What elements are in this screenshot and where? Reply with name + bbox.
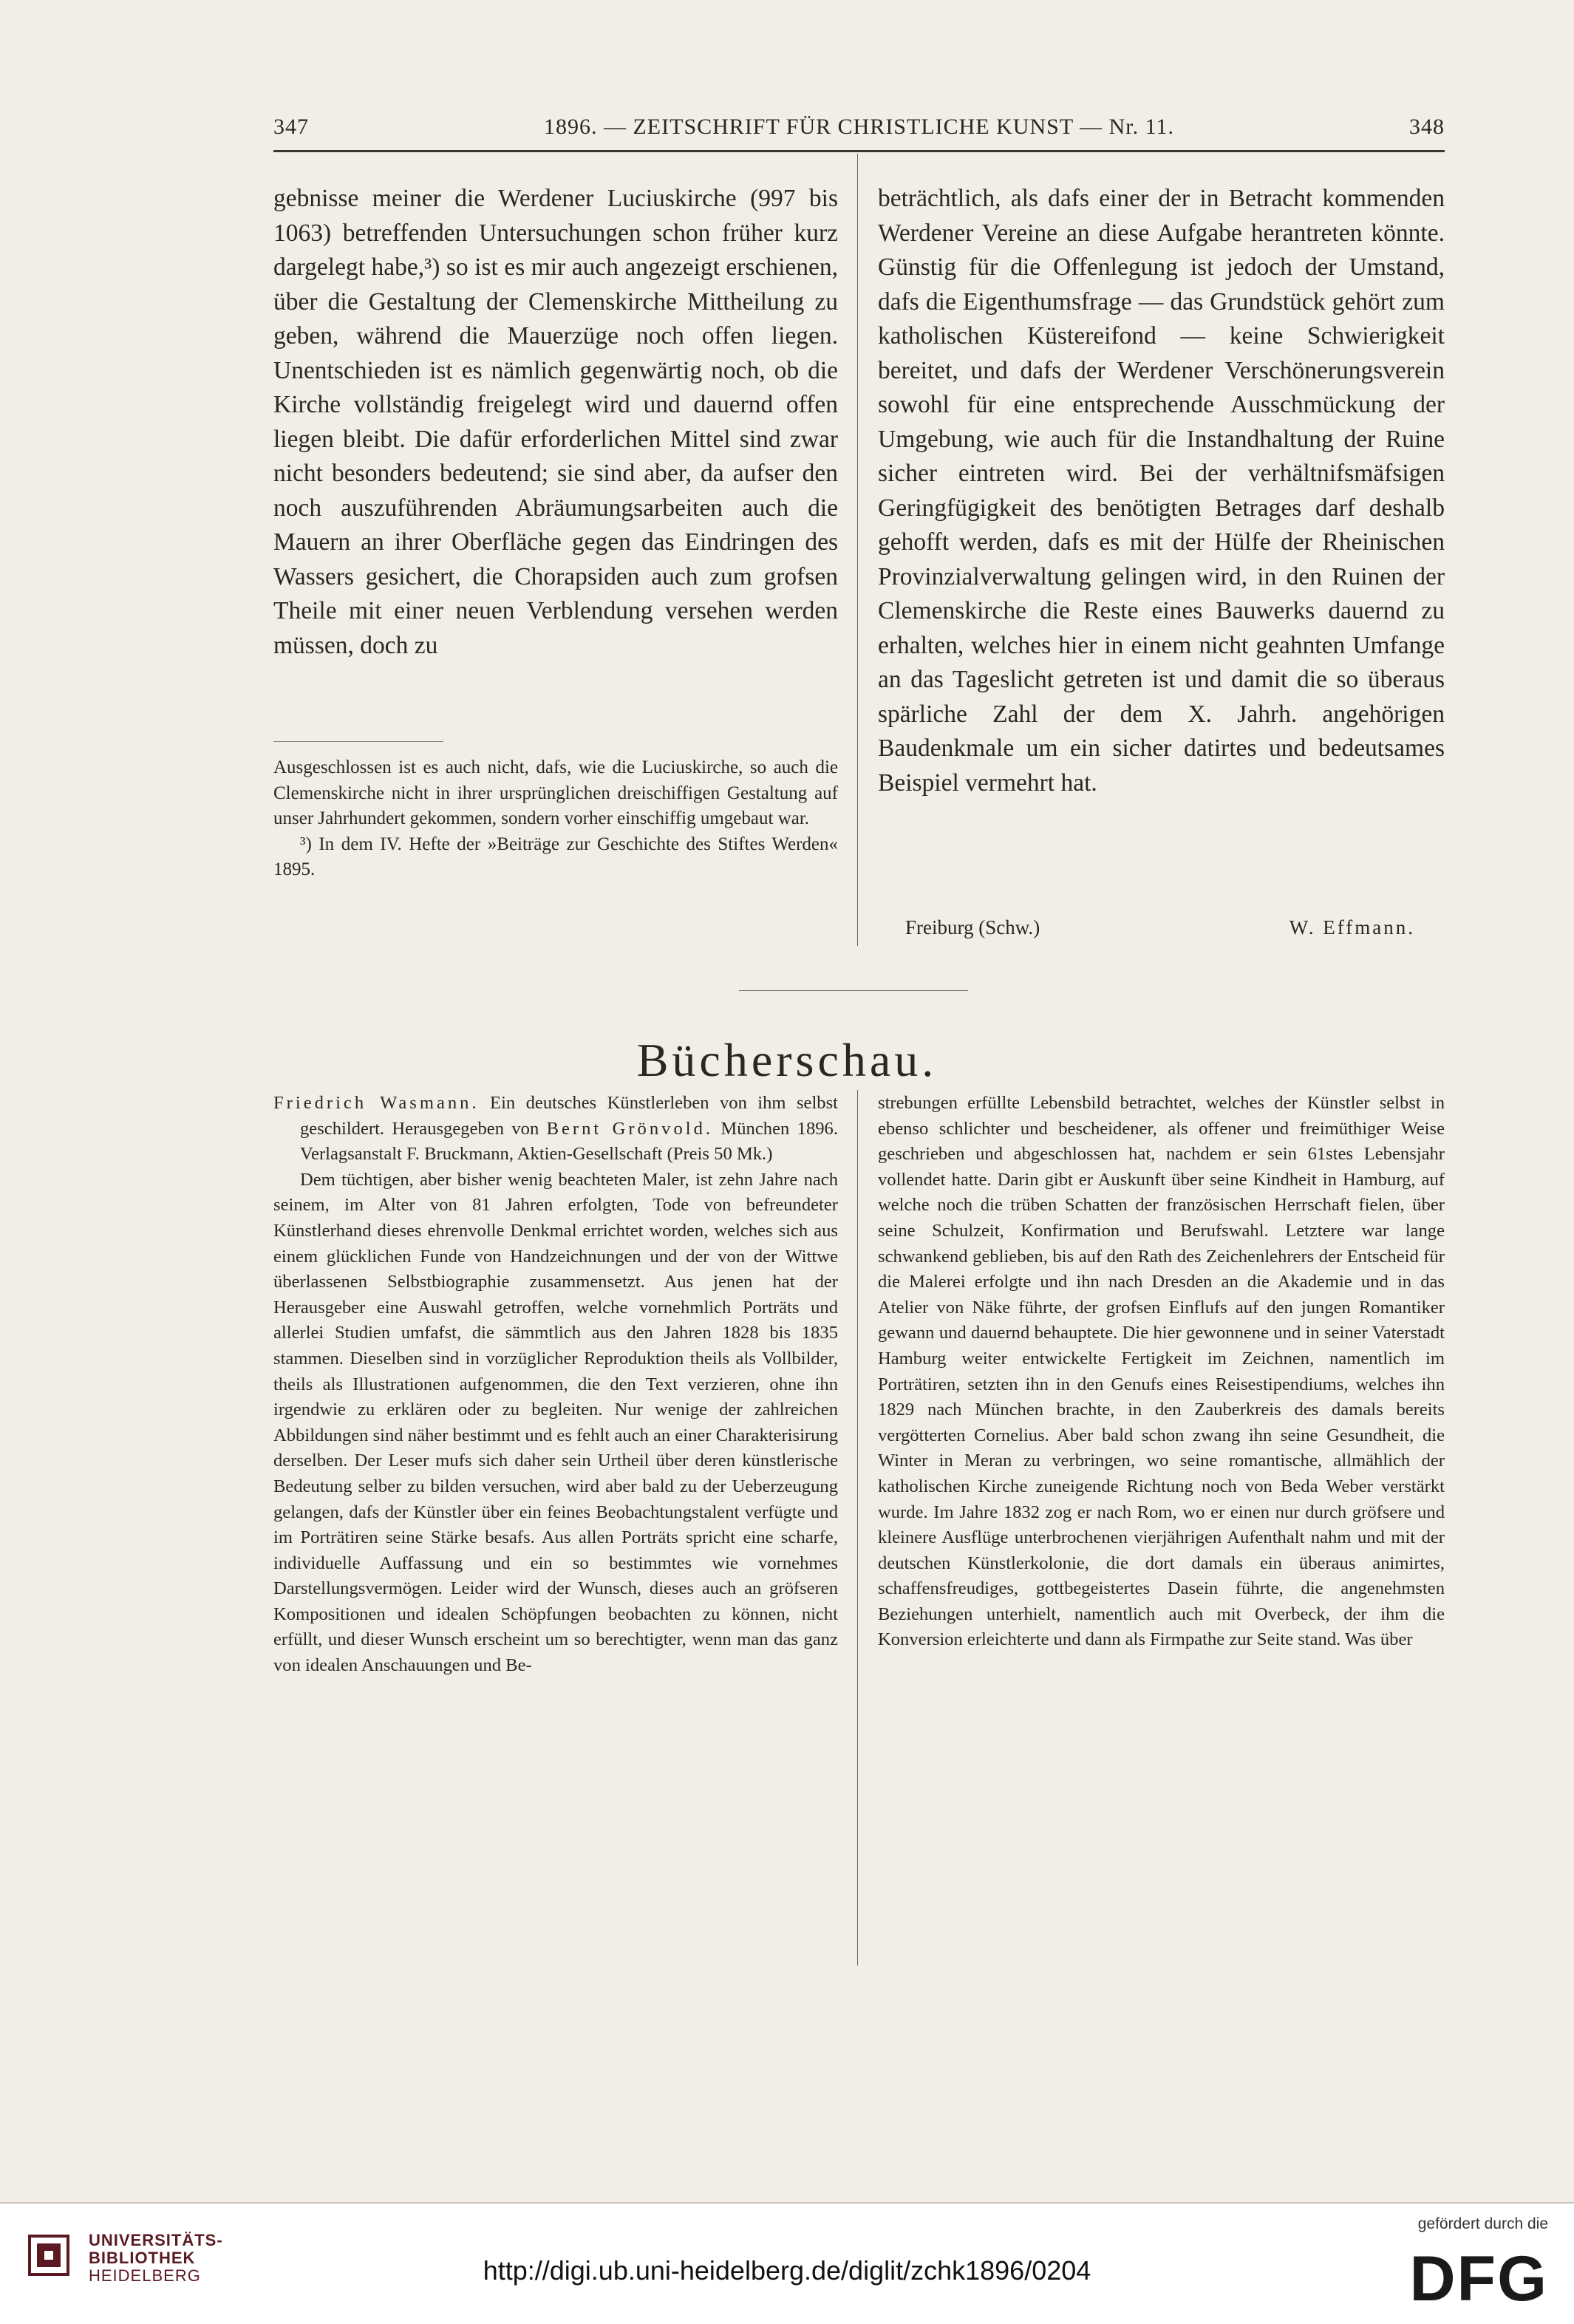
review-entry xyxy=(273,1091,838,1168)
review-editor: Bernt Grönvold. xyxy=(546,1118,714,1139)
section-title: Bücherschau. xyxy=(636,1034,938,1086)
page-number-left: 347 xyxy=(273,115,309,139)
section-rule xyxy=(739,990,968,991)
funding-caption: gefördert durch die xyxy=(1417,2215,1548,2232)
footnote-3: ³) In dem IV. Hefte der »Beiträge zur Geschichte des Stiftes Werden« 1895. xyxy=(273,834,838,879)
header-rule xyxy=(273,150,1445,152)
article-left-column xyxy=(273,182,838,663)
library-name-line3: HEIDELBERG xyxy=(89,2266,201,2285)
library-name-line2: BIBLIOTHEK xyxy=(89,2249,196,2267)
signature-author: W. Effmann. xyxy=(1289,916,1415,938)
source-url-link[interactable]: http://digi.ub.uni-heidelberg.de/diglit/zchk1896/0204 xyxy=(483,2255,1091,2286)
review-entry-rest: Ein deutsches Künstlerleben von ihm selbst geschildert. Herausgegeben von xyxy=(300,1093,838,1139)
dfg-logo: DFG xyxy=(1409,2243,1548,2314)
review-author: Friedrich Wasmann. xyxy=(273,1093,480,1113)
footnote-separator xyxy=(273,741,443,742)
column-divider-lower xyxy=(857,1090,858,1966)
review-right-text: strebungen erfüllte Lebensbild betrachtet, welches der Künstler selbst in ebenso schlichter und bescheidener, als offener und freimüthiger Weise geschrieben und abgeschlossen hat, nachdem er sein 61stes Lebensjahr vollendet hatte. Darin gibt er Auskunft über seine Kindheit in Hamburg, auf welche noch die trüben Schatten der französischen Herrschaft fielen, über seine Schulzeit, Konfirmation und Berufswahl. Letztere war lange schwankend geblieben, bis auf den Rath des Zeichenlehrers der Entscheid für die Malerei erfolgte und ihn nach Dresden an die Akademie und in das Atelier von Näke führte, der grofsen Einflufs auf den jungen Romantiker gewann und dauernd behauptete. Die hier gewonnene und in seiner Vaterstadt Hamburg weiter entwickelte Fertigkeit im Zeichnen, namentlich im Porträtiren, setzten ihn in den Genufs eines Reisestipendiums, welches ihn 1829 nach München brachte, in den Zauberkreis des damals bereits vergötterten Cornelius. Aber bald schon zwang ihn seine Gesundheit, die Winter in Meran zu verbringen, wo seine romantische, allmählich der katholischen Kirche zuneigende Richtung noch von Beda Weber verstärkt wurde. Im Jahre 1832 zog er nach Rom, wo er einen nur durch gröfsere und kleinere Ausflüge unterbrochenen vierjährigen Aufenthalt nahm und mit der deutschen Künstlerkolonie, die dort damals ein überaus animirtes, schaffensfreudiges, gottbegeistertes Dasein führte, die angenehmsten Beziehungen unterhielt, namentlich auch mit Overbeck, der ihm die Konversion erleichterte und dann als Firmpathe zur Seite stand. Was über xyxy=(878,1093,1445,1650)
article-left-text: gebnisse meiner die Werdener Luciuskirche (997 bis 1063) betreffenden Untersuchungen schon früher kurz dargelegt habe,³) so ist es mir auch angezeigt erschienen, über die Gestaltung der Clemenskirche Mittheilung zu geben, während die Mauerzüge noch offen liegen. Unentschieden ist es nämlich gegenwärtig noch, ob die Kirche vollständig freigelegt wird und dauernd offen liegen bleibt. Die dafür erforderlichen Mittel sind zwar nicht besonders bedeutend; sie sind aber, da aufser den noch auszuführenden Abräumungsarbeiten auch die Mauern an ihrer Oberfläche gegen das Eindringen des Wassers gesichert, die Chorapsiden auch zum grofsen Theile mit einer neuen Verblendung versehen werden müssen, doch zu xyxy=(273,185,838,659)
review-left-column xyxy=(273,1091,838,1679)
footnote-continued: Ausgeschlossen ist es auch nicht, dafs, wie die Luciuskirche, so auch die Clemenskirche nicht in ihrer ursprünglichen dreischiffigen Gestaltung auf unser Jahrhundert gekommen, sondern vorher einschiffig umgebaut war. xyxy=(273,757,838,828)
article-right-column xyxy=(878,182,1445,800)
article-right-text: beträchtlich, als dafs einer der in Betracht kommenden Werdener Vereine an diese Aufgabe herantreten könnte. Günstig für die Offenlegung ist jedoch der Umstand, dafs die Eigenthumsfrage — das Grundstück gehört zum katholischen Küstereifond — keine Schwierigkeit bereitet, und dafs der Werdener Verschönerungsverein sowohl für eine entsprechende Ausschmückung der Umgebung, wie auch für die Instandhaltung der Ruine sicher eintreten wird. Bei der verhältnifsmäfsigen Geringfügigkeit des benötigten Betrages darf deshalb gehofft werden, dafs es mit der Hülfe der Rheinischen Provinzialverwaltung gelingen wird, in den Ruinen der Clemenskirche die Reste eines Bauwerks dauernd zu erhalten, welches hier in einem nicht geahnten Umfange an das Tageslicht getreten ist und damit die so überaus spärliche Zahl der dem X. Jahrh. angehörigen Baudenkmale um ein sicher datirtes und bedeutsames Beispiel vermehrt hat. xyxy=(878,185,1445,797)
signature-place: Freiburg (Schw.) xyxy=(905,916,1040,938)
column-divider xyxy=(857,154,858,946)
review-right-column xyxy=(878,1091,1445,1653)
journal-title: 1896. — ZEITSCHRIFT FÜR CHRISTLICHE KUNST — Nr. 11. xyxy=(543,115,1174,139)
page-number-right: 348 xyxy=(1409,115,1445,139)
running-head xyxy=(273,115,1445,144)
library-name-line1: UNIVERSITÄTS- xyxy=(89,2231,223,2249)
review-left-text: Dem tüchtigen, aber bisher wenig beachteten Maler, ist zehn Jahre nach seinem, im Alter von 81 Jahren erfolgten, Tode von befreundeter Künstlerhand dieses ehrenvolle Denkmal errichtet worden, welches sich aus einem glücklichen Funde von Handzeichnungen und der von der Wittwe überlassenen Selbstbiographie zusammensetzt. Aus jenen hat der Herausgeber eine Auswahl getroffen, welche vornehmlich Porträts und allerlei Studien umfafst, die sämmtlich aus den Jahren 1828 bis 1835 stammen. Dieselben sind in vorzüglicher Reproduktion theils als Vollbilder, theils als Illustrationen aufgenommen, die den Text verzieren, ohne ihn irgendwie zu erklären oder zu begleiten. Nur wenige der zahlreichen Abbildungen sind näher bestimmt und es fehlt auch an einer Charakterisirung derselben. Der Leser mufs sich daher sein Urtheil über deren künstlerische Bedeutung selber zu bilden versuchen, wird aber bald zu der Ueberzeugung gelangen, dafs der Künstler über ein feines Beobachtungstalent verfügte und im Porträtiren seine Stärke besafs. Aus allen Porträts spricht eine scharfe, individuelle Auffassung und ein so bestimmtes wie vornehmes Darstellungsvermögen. Leider wird der Wunsch, dieses auch an gröfseren Kompositionen und idealen Schöpfungen beobachten zu können, nicht erfüllt, und dieser Wunsch erscheint um so berechtigter, wenn man das ganz von idealen Anschauungen und Be- xyxy=(273,1169,838,1676)
footnotes xyxy=(273,755,838,883)
review-entry-tail: München 1896. Verlagsanstalt F. Bruckmann, Aktien-Gesellschaft (Preis 50 Mk.) xyxy=(300,1118,838,1165)
